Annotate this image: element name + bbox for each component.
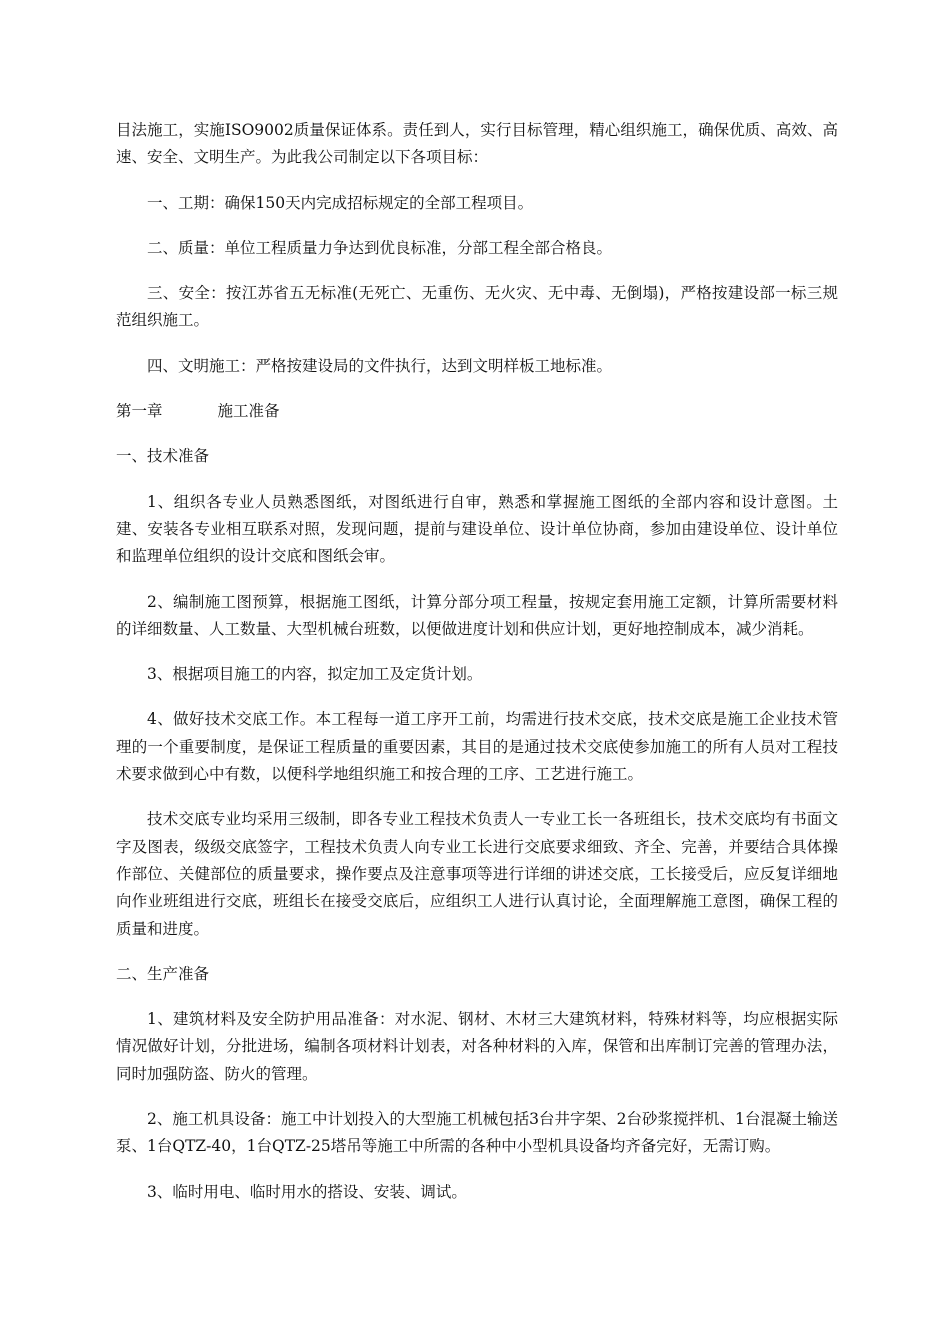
goal-civilized-construction: 四、文明施工：严格按建设局的文件执行，达到文明样板工地标准。 <box>147 356 613 375</box>
goal-safety: 三、安全：按江苏省五无标准(无死亡、无重伤、无火灾、无中毒、无倒塌)，严格按建设部一标三规范组织施工。 <box>116 284 838 330</box>
intro-paragraph: 目法施工，实施ISO9002质量保证体系。责任到人，实行目标管理，精心组织施工，确保优质、高效、高速、安全、文明生产。为此我公司制定以下各项目标： <box>116 121 838 167</box>
production-item-2: 2、施工机具设备：施工中计划投入的大型施工机械包括3台井字架、2台砂浆搅拌机、1台混凝土输送泵、1台QTZ-40，1台QTZ-25塔吊等施工中所需的各种中小型机具设备均齐备完好，无需订购。 <box>116 1110 838 1156</box>
technical-item-3: 3、根据项目施工的内容，拟定加工及定货计划。 <box>147 665 483 684</box>
chapter-heading <box>116 398 838 425</box>
section-heading-technical: 一、技术准备 <box>116 447 210 466</box>
production-item-3: 3、临时用电、临时用水的搭设、安装、调试。 <box>147 1182 467 1201</box>
goal-schedule: 一、工期：确保150天内完成招标规定的全部工程项目。 <box>147 193 534 212</box>
chapter-number: 第一章 <box>116 402 163 421</box>
chapter-title: 施工准备 <box>217 402 280 421</box>
document-page <box>116 117 838 1224</box>
technical-disclosure-paragraph: 技术交底专业均采用三级制，即各专业工程技术负责人一专业工长一各班组长，技术交底均有书面文字及图表，级级交底签字，工程技术负责人向专业工长进行交底要求细致、齐全、完善，并要结合具体操作部位、关健部位的质量要求，操作要点及注意事项等进行详细的讲述交底，工长接受后，应反复详细地向作业班组进行交底，班组长在接受交底后，应组织工人进行认真讨论，全面理解施工意图，确保工程的质量和进度。 <box>116 810 838 938</box>
goal-quality: 二、质量：单位工程质量力争达到优良标准，分部工程全部合格良。 <box>147 238 613 257</box>
production-item-1: 1、建筑材料及安全防护用品准备：对水泥、钢材、木材三大建筑材料，特殊材料等，均应根据实际情况做好计划，分批进场，编制各项材料计划表，对各种材料的入库，保管和出库制订完善的管理办法，同时加强防盗、防火的管理。 <box>116 1010 838 1083</box>
technical-item-4: 4、做好技术交底工作。本工程每一道工序开工前，均需进行技术交底，技术交底是施工企业技术管理的一个重要制度，是保证工程质量的重要因素，其目的是通过技术交底使参加施工的所有人员对工程技术要求做到心中有数，以便科学地组织施工和按合理的工序、工艺进行施工。 <box>116 710 838 784</box>
technical-item-2: 2、编制施工图预算，根据施工图纸，计算分部分项工程量，按规定套用施工定额，计算所需要材料的详细数量、人工数量、大型机械台班数，以便做进度计划和供应计划，更好地控制成本，减少消耗。 <box>116 592 838 638</box>
section-heading-production: 二、生产准备 <box>116 964 210 983</box>
technical-item-1: 1、组织各专业人员熟悉图纸，对图纸进行自审，熟悉和掌握施工图纸的全部内容和设计意图。土建、安装各专业相互联系对照，发现问题，提前与建设单位、设计单位协商，参加由建设单位、设计单位和监理单位组织的设计交底和图纸会审。 <box>116 492 838 566</box>
